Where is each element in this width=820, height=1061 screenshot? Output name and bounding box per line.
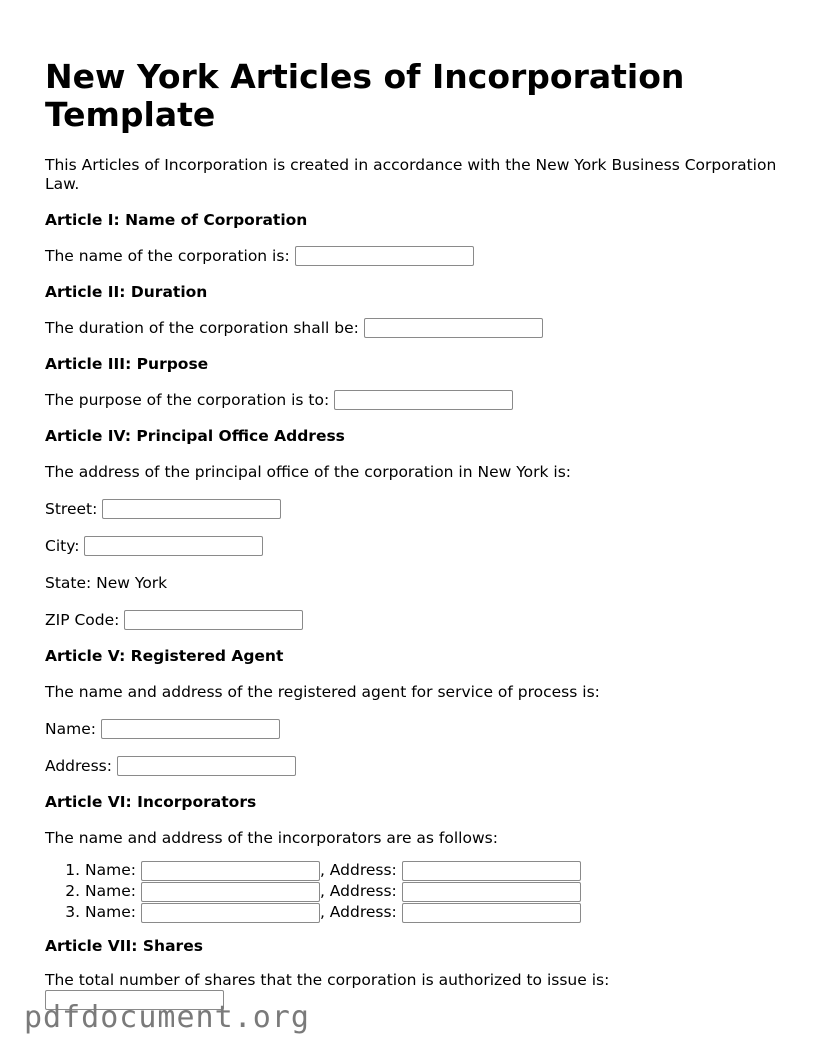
corporation-name-row [45,245,785,267]
page-title: New York Articles of Incorporation Template [45,57,685,134]
street-row [45,498,785,520]
corporation-name-field[interactable] [295,246,474,266]
incorporators-list [45,860,785,923]
agent-address-label: Address: [45,757,112,775]
agent-address-row [45,755,785,777]
incorporator-2-address-field[interactable] [402,882,581,902]
incorporators-text: The name and address of the incorporators are as follows: [45,829,498,847]
list-item [85,881,785,902]
agent-name-field[interactable] [101,719,280,739]
street-field[interactable] [102,499,281,519]
document-page [45,58,785,1010]
purpose-row [45,389,785,411]
street-label: Street: [45,500,98,518]
purpose-label: The purpose of the corporation is to: [45,391,330,409]
list-item [85,860,785,881]
incorporator-address-label: , Address: [319,861,397,879]
incorporator-address-label: , Address: [319,882,397,900]
watermark: pdfdocument.org [24,1000,310,1035]
agent-name-label: Name: [45,720,96,738]
agent-name-row [45,718,785,740]
incorporator-name-label: 3. Name: [85,903,136,921]
list-item [85,902,785,923]
incorporator-1-name-field[interactable] [141,861,320,881]
zip-field[interactable] [124,610,303,630]
agent-address-field[interactable] [117,756,296,776]
incorporator-3-address-field[interactable] [402,903,581,923]
article-2-heading: Article II: Duration [45,283,208,301]
article-6-heading: Article VI: Incorporators [45,793,257,811]
zip-label: ZIP Code: [45,611,120,629]
article-3-heading: Article III: Purpose [45,355,209,373]
corporation-name-label: The name of the corporation is: [45,247,290,265]
zip-row [45,609,785,631]
incorporator-1-address-field[interactable] [402,861,581,881]
principal-office-text: The address of the principal office of the corporation in New York is: [45,463,571,481]
purpose-field[interactable] [334,390,513,410]
state-text: State: New York [45,574,168,592]
duration-row [45,317,785,339]
city-row [45,535,785,557]
article-1-heading: Article I: Name of Corporation [45,211,308,229]
registered-agent-text: The name and address of the registered agent for service of process is: [45,683,600,701]
article-7-heading: Article VII: Shares [45,937,203,955]
city-field[interactable] [84,536,263,556]
duration-field[interactable] [364,318,543,338]
incorporator-name-label: 2. Name: [85,882,136,900]
city-label: City: [45,537,80,555]
incorporator-address-label: , Address: [319,903,397,921]
incorporator-2-name-field[interactable] [141,882,320,902]
incorporator-name-label: 1. Name: [85,861,136,879]
article-5-heading: Article V: Registered Agent [45,647,284,665]
duration-label: The duration of the corporation shall be: [45,319,359,337]
incorporator-3-name-field[interactable] [141,903,320,923]
shares-text: The total number of shares that the corporation is authorized to issue is: [45,971,610,989]
article-4-heading: Article IV: Principal Office Address [45,427,345,445]
intro-text: This Articles of Incorporation is created in accordance with the New York Business Corporation Law. [45,156,777,193]
